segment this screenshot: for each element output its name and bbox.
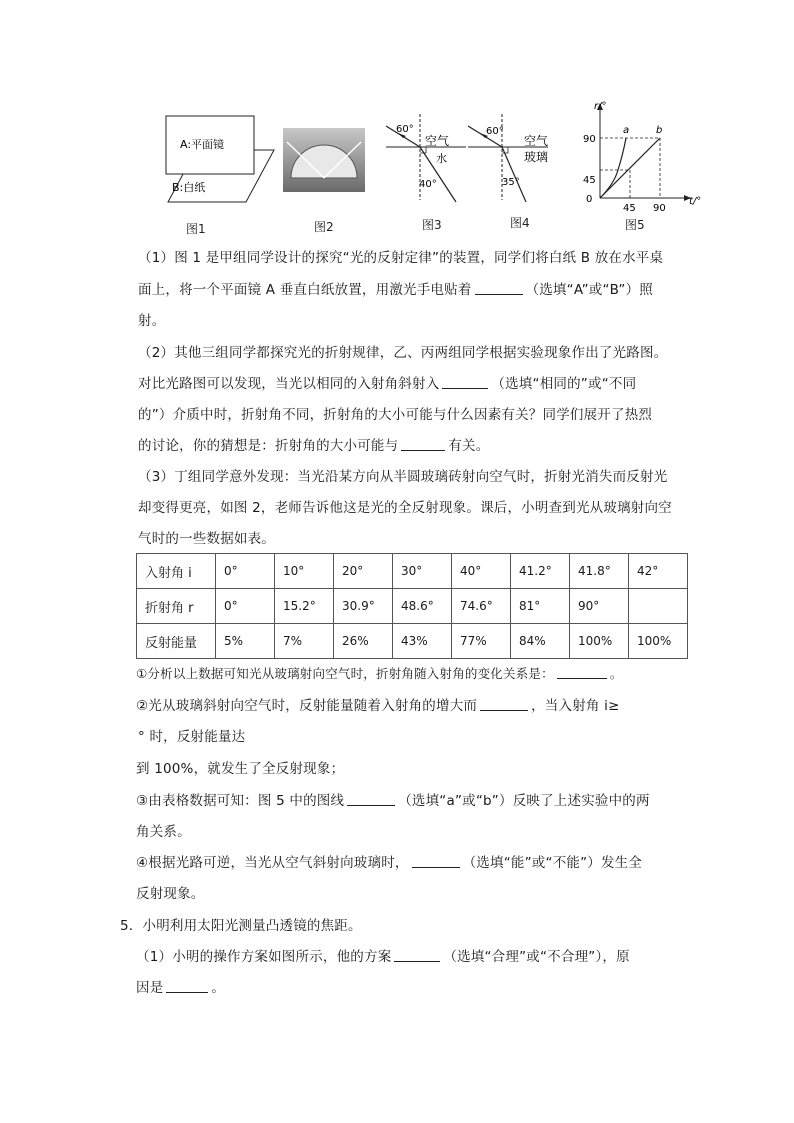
table-cell: 0° (216, 554, 275, 589)
sub-q3-line-1: ③由表格数据可知：图 5 中的图线 （选填“a”或“b”）反映了上述实验中的两 (136, 793, 650, 809)
fig3-medium-bottom: 水 (436, 152, 447, 165)
q1-line-3: 射。 (138, 313, 166, 329)
fig4-caption: 图4 (510, 216, 530, 230)
paper-label: B:白纸 (172, 181, 206, 194)
fig5-y-axis-label: r/° (594, 101, 607, 112)
q3-line-2: 却变得更亮，如图 2，老师告诉他这是光的全反射现象。课后，小明查到光从玻璃射向空 (138, 500, 672, 516)
table-cell: 81° (511, 589, 570, 624)
table-cell: 43% (393, 624, 452, 659)
table-cell: 5% (216, 624, 275, 659)
answer-blank-q1[interactable] (475, 280, 523, 295)
figure-4 (452, 112, 552, 206)
table-cell: 30° (393, 554, 452, 589)
table-cell: 26% (334, 624, 393, 659)
sub-q4-line-1: ④根据光路可逆，当光从空气斜射向玻璃时， （选填“能”或“不能”）发生全 (136, 855, 643, 871)
fig5-line-b (600, 138, 660, 198)
table-row-incidence (137, 554, 688, 589)
sub-q2-line-2: ° 时，反射能量达 (138, 729, 246, 745)
table-cell: 20° (334, 554, 393, 589)
answer-blank-s1[interactable] (557, 664, 607, 679)
sub-q4-line-2: 反射现象。 (136, 886, 205, 902)
q5-line-1: （1）小明的操作方案如图所示，他的方案 （选填“合理”或“不合理”），原 (136, 949, 630, 965)
fig5-label-a: a (623, 125, 630, 136)
fig5-origin: 0 (586, 194, 593, 205)
q2-line-1: （2）其他三组同学都探究光的折射规律，乙、丙两组同学根据实验现象作出了光路图。 (138, 345, 668, 361)
table-row-refraction (137, 589, 688, 624)
figure-1 (138, 112, 278, 207)
q1-line-1: （1）图 1 是甲组同学设计的探究“光的反射定律”的装置，同学们将白纸 B 放在水平桌 (138, 250, 664, 266)
fig5-y-tick-45: 45 (583, 175, 596, 186)
mirror-label: A:平面镜 (180, 138, 225, 151)
answer-blank-q2b[interactable] (401, 436, 445, 451)
sub-q2-line-1: ②光从玻璃斜射向空气时，反射能量随着入射角的增大而 ，当入射角 i≥ (136, 698, 620, 714)
fig3-medium-top: 空气 (425, 134, 450, 148)
sub-q2-line-3: 到 100%，就发生了全反射现象； (136, 761, 345, 777)
table-cell: 74.6° (452, 589, 511, 624)
table-cell: 41.8° (570, 554, 629, 589)
answer-blank-q2a[interactable] (442, 374, 488, 389)
table-cell: 0° (216, 589, 275, 624)
q1-line-2: 面上，将一个平面镜 A 垂直白纸放置，用激光手电贴着 （选填“A”或“B”）照 (138, 282, 653, 298)
table-cell: 15.2° (275, 589, 334, 624)
fig5-x-tick-90: 90 (653, 203, 666, 212)
fig5-y-tick-90: 90 (583, 134, 596, 145)
table-cell: 84% (511, 624, 570, 659)
q5-title: 5．小明利用太阳光测量凸透镜的焦距。 (120, 918, 362, 934)
answer-blank-s4[interactable] (412, 853, 460, 868)
table-cell: 41.2° (511, 554, 570, 589)
fig1-caption: 图1 (186, 222, 206, 236)
fig5-curve-a (600, 138, 626, 198)
table-cell (629, 589, 688, 624)
figure-5 (580, 100, 710, 212)
table-cell: 10° (275, 554, 334, 589)
fig3-angle-in: 60° (396, 124, 414, 135)
fig4-angle-in: 60° (486, 126, 504, 137)
answer-blank-s3[interactable] (347, 791, 395, 806)
table-cell: 100% (629, 624, 688, 659)
row-label: 折射角 r (137, 589, 216, 624)
answer-blank-q5b[interactable] (166, 978, 208, 993)
fig4-medium-bottom: 玻璃 (524, 150, 549, 164)
fig5-caption: 图5 (625, 218, 645, 232)
sub-q1: ①分析以上数据可知光从玻璃射向空气时，折射角随入射角的变化关系是： 。 (136, 666, 623, 681)
fig5-x-axis-label: t/° (689, 196, 702, 207)
q2-line-3: 的”）介质中时，折射角不同，折射角的大小可能与什么因素有关？同学们展开了热烈 (138, 407, 653, 423)
q2-line-4: 的讨论，你的猜想是：折射角的大小可能与 有关。 (138, 438, 490, 454)
fig4-angle-out: 35° (502, 177, 520, 188)
answer-blank-s2a[interactable] (480, 696, 528, 711)
row-label: 入射角 i (137, 554, 216, 589)
data-table (136, 553, 688, 659)
fig3-caption: 图3 (422, 218, 442, 232)
table-cell: 90° (570, 589, 629, 624)
table-cell: 30.9° (334, 589, 393, 624)
fig4-medium-top: 空气 (524, 134, 549, 148)
q5-line-2: 因是 。 (136, 980, 226, 996)
q2-line-2: 对比光路图可以发现，当光以相同的入射角斜射入 （选填“相同的”或“不同 (138, 376, 637, 392)
table-row-reflection (137, 624, 688, 659)
table-cell: 40° (452, 554, 511, 589)
fig2-caption: 图2 (314, 220, 334, 234)
fig5-x-tick-45: 45 (623, 203, 636, 212)
table-cell: 77% (452, 624, 511, 659)
table-cell: 7% (275, 624, 334, 659)
answer-blank-q5a[interactable] (394, 947, 440, 962)
fig5-label-b: b (656, 125, 663, 136)
figure-2 (283, 128, 365, 192)
fig3-angle-out: 40° (419, 179, 437, 190)
table-cell: 100% (570, 624, 629, 659)
q3-line-3: 气时的一些数据如表。 (138, 531, 275, 547)
sub-q3-line-2: 角关系。 (136, 824, 191, 840)
row-label: 反射能量 (137, 624, 216, 659)
table-cell: 48.6° (393, 589, 452, 624)
q3-line-1: （3）丁组同学意外发现：当光沿某方向从半圆玻璃砖射向空气时，折射光消失而反射光 (138, 469, 668, 485)
table-cell: 42° (629, 554, 688, 589)
